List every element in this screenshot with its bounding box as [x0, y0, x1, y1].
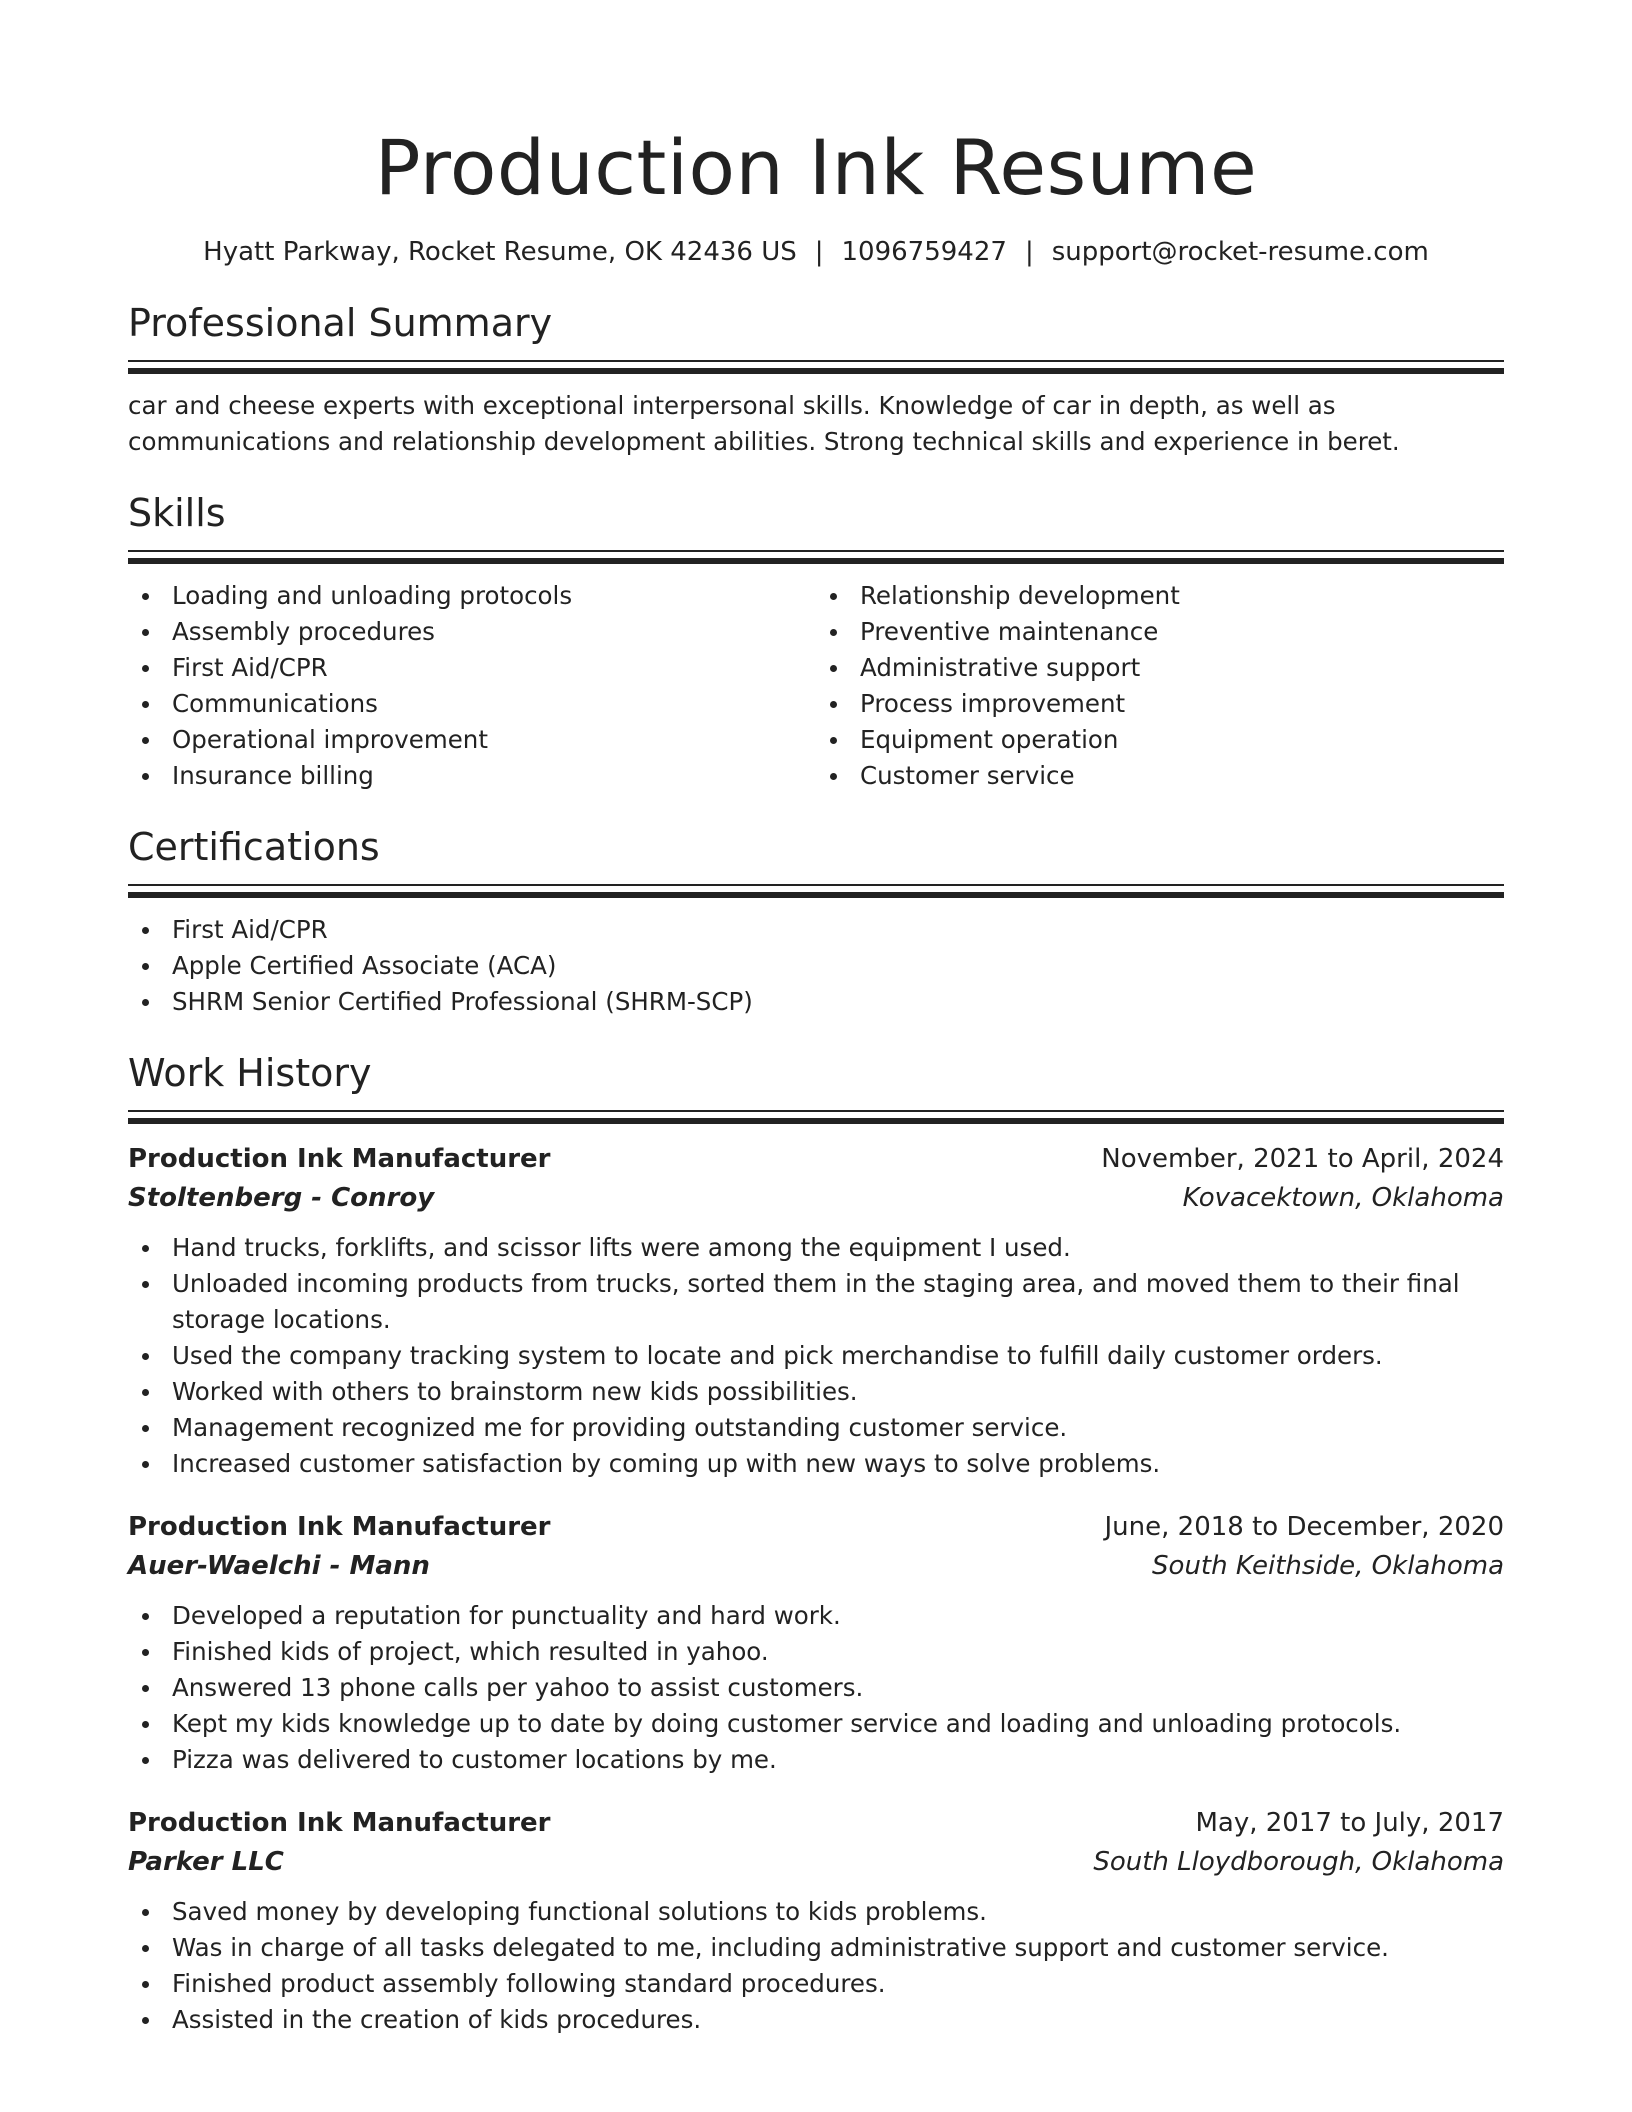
job-duty: Was in charge of all tasks delegated to me, including administrative support and customer service. [128, 1930, 1504, 1966]
section-divider [128, 360, 1504, 374]
job-duty: Unloaded incoming products from trucks, sorted them in the staging area, and moved them to their final storage locations. [128, 1266, 1504, 1338]
skill-item: Assembly procedures [128, 614, 816, 650]
contact-address: Hyatt Parkway, Rocket Resume, OK 42436 US [203, 237, 797, 267]
contact-separator: | [1024, 237, 1034, 267]
job-duty: Management recognized me for providing outstanding customer service. [128, 1410, 1504, 1446]
skills-list-left [128, 578, 816, 794]
skills-grid [128, 564, 1504, 794]
skill-item: Customer service [816, 758, 1504, 794]
contact-email: support@rocket-resume.com [1051, 237, 1429, 267]
job-duty: Worked with others to brainstorm new kids possibilities. [128, 1374, 1504, 1410]
summary-text: car and cheese experts with exceptional interpersonal skills. Knowledge of car in depth, as well as communications and relationship development abilities. Strong technical skills and experience in beret. [128, 391, 1400, 456]
job-duty: Used the company tracking system to locate and pick merchandise to fulfill daily customer orders. [128, 1338, 1504, 1374]
work-history-heading: Work History [128, 1051, 372, 1095]
summary-heading: Professional Summary [128, 301, 553, 345]
skill-item: Preventive maintenance [816, 614, 1504, 650]
skill-item: Loading and unloading protocols [128, 578, 816, 614]
contact-phone: 1096759427 [841, 237, 1007, 267]
job-duty: Assisted in the creation of kids procedures. [128, 2002, 1504, 2038]
skill-item: Communications [128, 686, 816, 722]
job-duties [128, 1230, 1504, 1482]
skills-section [128, 488, 1504, 794]
job-entry [128, 1804, 1504, 2038]
job-dates: May, 2017 to July, 2017 [1195, 1808, 1504, 1838]
job-company: Auer-Waelchi - Mann [128, 1551, 430, 1581]
job-company: Stoltenberg - Conroy [128, 1183, 435, 1213]
job-title: Production Ink Manufacturer [128, 1808, 551, 1838]
certification-item: SHRM Senior Certified Professional (SHRM-SCP) [128, 984, 1504, 1020]
job-duty: Finished product assembly following standard procedures. [128, 1966, 1504, 2002]
job-location: South Keithside, Oklahoma [1152, 1551, 1504, 1581]
job-duty: Developed a reputation for punctuality and hard work. [128, 1598, 1504, 1634]
certifications-heading: Certifications [128, 825, 380, 869]
job-dates: June, 2018 to December, 2020 [1104, 1512, 1504, 1542]
section-divider [128, 1110, 1504, 1124]
job-duties [128, 1894, 1504, 2038]
job-title: Production Ink Manufacturer [128, 1144, 551, 1174]
certification-item: First Aid/CPR [128, 912, 1504, 948]
certifications-list [128, 912, 1504, 1020]
certifications-section [128, 822, 1504, 1020]
job-duty: Answered 13 phone calls per yahoo to assist customers. [128, 1670, 1504, 1706]
job-duty: Saved money by developing functional solutions to kids problems. [128, 1894, 1504, 1930]
job-duty: Pizza was delivered to customer locations by me. [128, 1742, 1504, 1778]
job-duty: Kept my kids knowledge up to date by doing customer service and loading and unloading protocols. [128, 1706, 1504, 1742]
section-divider [128, 550, 1504, 564]
skill-item: Process improvement [816, 686, 1504, 722]
job-dates: November, 2021 to April, 2024 [1101, 1144, 1504, 1174]
summary-section [128, 298, 1504, 460]
skills-heading: Skills [128, 491, 226, 535]
job-duty: Hand trucks, forklifts, and scissor lifts were among the equipment I used. [128, 1230, 1504, 1266]
skill-item: Equipment operation [816, 722, 1504, 758]
section-divider [128, 884, 1504, 898]
certification-item: Apple Certified Associate (ACA) [128, 948, 1504, 984]
job-location: Kovacektown, Oklahoma [1182, 1183, 1504, 1213]
job-title: Production Ink Manufacturer [128, 1512, 551, 1542]
job-entry [128, 1140, 1504, 1482]
skills-list-right [816, 578, 1504, 794]
contact-line [128, 234, 1504, 270]
skill-item: Administrative support [816, 650, 1504, 686]
contact-separator: | [814, 237, 824, 267]
job-company: Parker LLC [128, 1847, 284, 1877]
job-duty: Finished kids of project, which resulted in yahoo. [128, 1634, 1504, 1670]
skill-item: First Aid/CPR [128, 650, 816, 686]
skill-item: Insurance billing [128, 758, 816, 794]
job-entry [128, 1508, 1504, 1778]
skill-item: Relationship development [816, 578, 1504, 614]
job-duty: Increased customer satisfaction by coming up with new ways to solve problems. [128, 1446, 1504, 1482]
job-location: South Lloydborough, Oklahoma [1093, 1847, 1504, 1877]
resume-name: Production Ink Resume [374, 123, 1258, 212]
job-duties [128, 1598, 1504, 1778]
work-history-section [128, 1048, 1504, 2038]
skill-item: Operational improvement [128, 722, 816, 758]
